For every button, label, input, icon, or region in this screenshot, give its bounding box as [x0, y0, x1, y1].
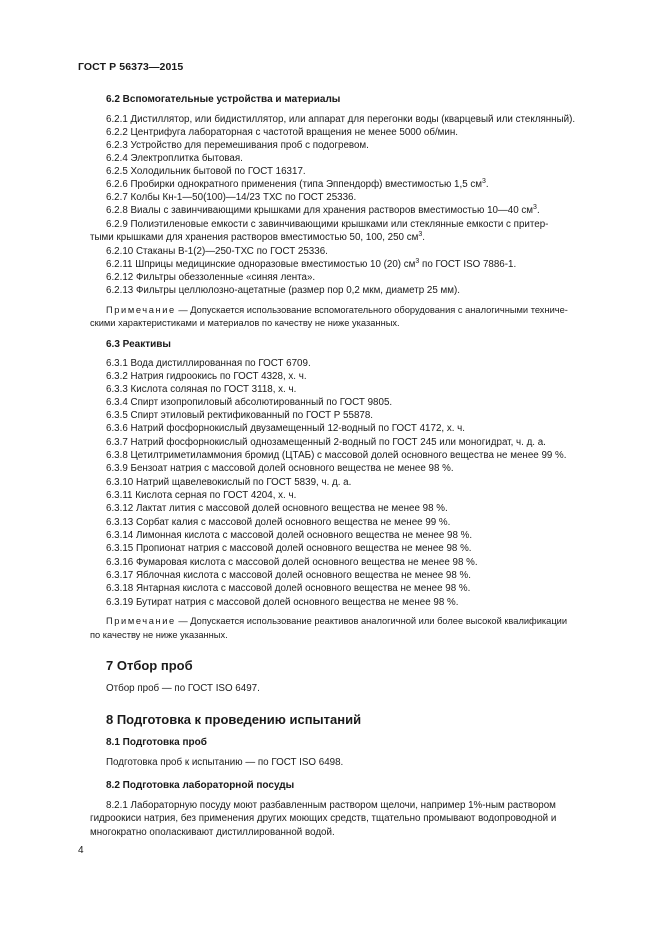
list-item: 6.3.5 Спирт этиловый ректификованный по ГОСТ Р 55878.: [106, 410, 374, 421]
note-6-2-continuation: скими характеристиками и материалов по качеству не ниже указанных.: [90, 318, 400, 328]
list-item: 6.3.17 Яблочная кислота с массовой долей основного вещества не менее 98 %.: [106, 570, 471, 581]
list-item: 6.3.15 Пропионат натрия с массовой долей основного вещества не менее 98 %.: [106, 543, 472, 554]
section-8-2-text-continuation: гидроокиси натрия, без применения других моющих средств, тщательно промывают водопроводной и: [90, 813, 557, 824]
list-item: 6.2.8 Виалы с завинчивающими крышками для хранения растворов вместимостью 10—40 $см^3$.: [106, 204, 540, 216]
list-item: 6.3.12 Лактат лития с массовой долей основного вещества не менее 98 %.: [106, 503, 448, 514]
list-item: 6.3.2 Натрия гидроокись по ГОСТ 4328, х. ч.: [106, 371, 307, 382]
list-item: 6.2.1 Дистиллятор, или бидистиллятор, или аппарат для перегонки воды (кварцевый или стеклянный).: [106, 114, 576, 125]
list-item: 6.3.18 Янтарная кислота с массовой долей основного вещества не менее 98 %.: [106, 583, 471, 594]
section-8-1-text: Подготовка проб к испытанию — по ГОСТ ISO 6498.: [106, 757, 344, 768]
section-6-2-title: 6.2 Вспомогательные устройства и материалы: [106, 94, 341, 105]
list-item: 6.3.11 Кислота серная по ГОСТ 4204, х. ч.: [106, 490, 297, 501]
note-6-2: Примечание — Допускается использование вспомогательного оборудования с аналогичными техниче-: [106, 305, 568, 315]
list-item: 6.3.3 Кислота соляная по ГОСТ 3118, х. ч.: [106, 384, 297, 395]
list-item: 6.3.13 Сорбат калия с массовой долей основного вещества не менее 99 %.: [106, 517, 451, 528]
note-6-3-continuation: по качеству не ниже указанных.: [90, 630, 228, 640]
section-8-2-title: 8.2 Подготовка лабораторной посуды: [106, 780, 295, 791]
list-item: 6.2.7 Колбы Кн-1—50(100)—14/23 ТХС по ГОСТ 25336.: [106, 192, 357, 203]
list-item: 6.2.11 Шприцы медицинские одноразовые вместимостью 10 (20) $см^3$ по ГОСТ ISO 7886-1.: [106, 258, 517, 270]
section-8-1-title: 8.1 Подготовка проб: [106, 737, 207, 748]
section-7-title: 7 Отбор проб: [106, 658, 193, 673]
section-8-2-text: 8.2.1 Лабораторную посуду моют разбавленным раствором щелочи, например 1%-ным раствором: [106, 800, 556, 811]
note-6-3: Примечание — Допускается использование реактивов аналогичной или более высокой квалификации: [106, 616, 568, 626]
list-item: 6.2.2 Центрифуга лабораторная с частотой вращения не менее 5000 об/мин.: [106, 127, 459, 138]
list-item: 6.2.10 Стаканы В-1(2)—250-ТХС по ГОСТ 25336.: [106, 246, 328, 257]
list-item: 6.2.5 Холодильник бытовой по ГОСТ 16317.: [106, 166, 306, 177]
section-7-text: Отбор проб — по ГОСТ ISO 6497.: [106, 683, 260, 694]
list-item: 6.3.19 Бутират натрия с массовой долей основного вещества не менее 98 %.: [106, 597, 459, 608]
list-item: 6.3.6 Натрий фосфорнокислый двузамещенный 12-водный по ГОСТ 4172, х. ч.: [106, 423, 466, 434]
document-header: ГОСТ Р 56373—2015: [78, 61, 184, 73]
list-item: 6.3.7 Натрий фосфорнокислый однозамещенный 2-водный по ГОСТ 245 или моногидрат, ч. д. а.: [106, 437, 546, 448]
section-6-3-title: 6.3 Реактивы: [106, 339, 171, 350]
list-item: 6.3.4 Спирт изопропиловый абсолютированный по ГОСТ 9805.: [106, 397, 393, 408]
section-8-title: 8 Подготовка к проведению испытаний: [106, 712, 362, 727]
list-item: 6.3.1 Вода дистиллированная по ГОСТ 6709.: [106, 358, 311, 369]
list-item: 6.3.14 Лимонная кислота с массовой долей основного вещества не менее 98 %.: [106, 530, 473, 541]
list-item: 6.2.9 Полиэтиленовые емкости с завинчивающими крышками или стеклянные емкости с притер-: [106, 219, 549, 230]
list-item: 6.2.12 Фильтры обеззоленные «синяя лента».: [106, 272, 316, 283]
section-8-2-text-continuation: многократно ополаскивают дистиллированной водой.: [90, 827, 335, 838]
list-item: 6.2.13 Фильтры целлюлозно-ацетатные (размер пор 0,2 мкм, диаметр 25 мм).: [106, 285, 460, 296]
list-item: 6.2.4 Электроплитка бытовая.: [106, 153, 243, 164]
list-item: 6.3.9 Бензоат натрия с массовой долей основного вещества не менее 98 %.: [106, 463, 454, 474]
list-item: 6.2.6 Пробирки однократного применения (типа Эппендорф) вместимостью 1,5 $см^3$.: [106, 178, 489, 190]
page-number: 4: [78, 845, 84, 856]
list-item: 6.3.8 Цетилтриметиламмония бромид (ЦТАБ) с массовой долей основного вещества не менее 99 %.: [106, 450, 567, 461]
list-item-continuation: тыми крышками для хранения растворов вместимостью 50, 100, 250 $см^3$.: [90, 231, 425, 243]
list-item: 6.3.10 Натрий щавелевокислый по ГОСТ 5839, ч. д. а.: [106, 477, 352, 488]
list-item: 6.2.3 Устройство для перемешивания проб с подогревом.: [106, 140, 369, 151]
list-item: 6.3.16 Фумаровая кислота с массовой долей основного вещества не менее 98 %.: [106, 557, 478, 568]
